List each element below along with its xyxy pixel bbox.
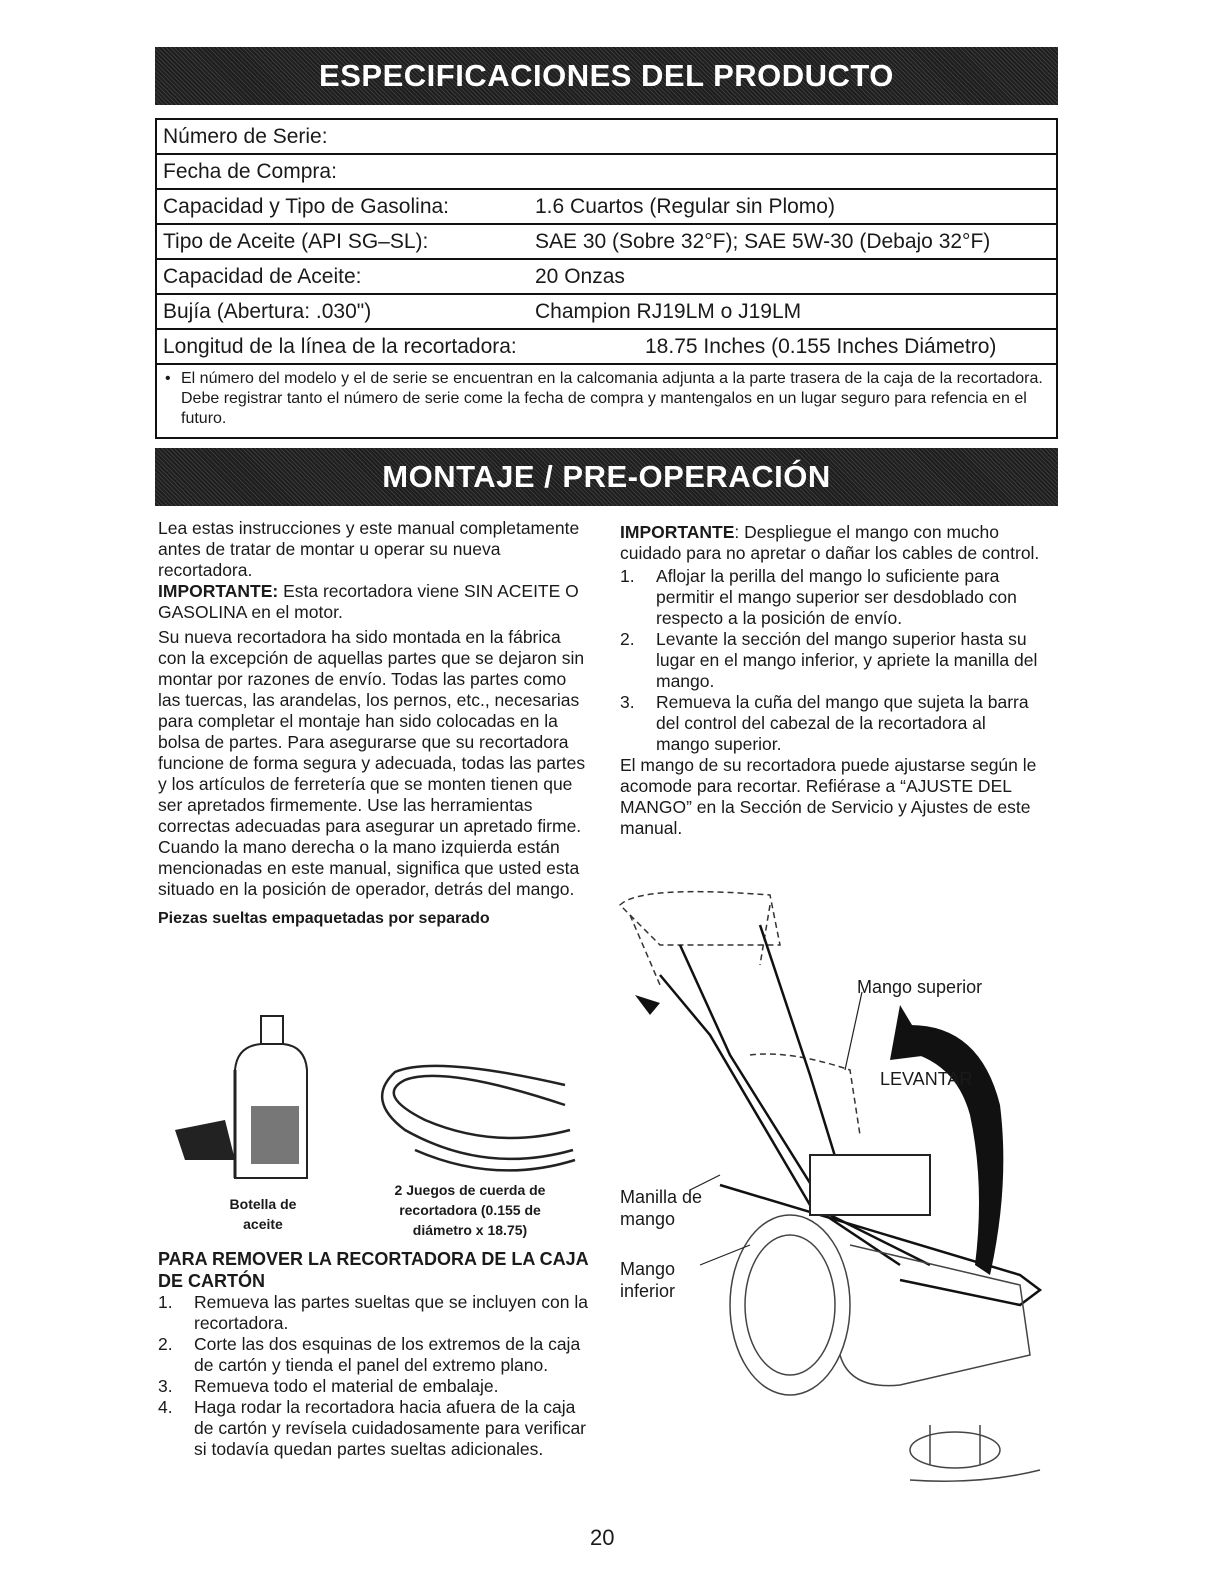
important-label: IMPORTANTE:	[158, 581, 279, 601]
spec-label: Capacidad y Tipo de Gasolina:	[163, 195, 450, 218]
assembly-paragraph: Su nueva recortadora ha sido montada en la fábrica con la excepción de aquellas partes que se dejaron sin montar por razones de envío. Todas las partes como las tuercas, las arandelas, los pernos, etc., necesarias para completar el montaje han sido colocadas en la bolsa de partes. Para asegurarse que su recortadora funcione de forma segura y adecuada, todas las partes y los artículos de ferretería que se monten tienen que ser apretados firmemente. Use las herramientas correctas adecuadas para asegurar un apretado firme.	[158, 627, 586, 836]
lower-handle-label: Mango inferior	[620, 1259, 676, 1301]
spec-label: Tipo de Aceite (API SG–SL):	[163, 230, 429, 253]
important-text: : Despliegue el mango con mucho cuidado para no apretar o dañar los cables de control.	[620, 522, 1040, 563]
spec-value: 18.75 Inches (0.155 Inches Diámetro)	[645, 335, 997, 358]
oil-bottle-icon	[175, 1016, 307, 1178]
list-item: 1. Remueva las partes sueltas que se incluyen con la recortadora.	[158, 1292, 588, 1333]
spec-note-text: El número del modelo y el de serie se encuentran en la calcomania adjunta a la parte trasera de la caja de la recortadora. Debe registrar tanto el número de serie come la fecha de compra y mantengalos en un lugar seguro para refencia en el futuro.	[181, 370, 1043, 427]
specs-title: ESPECIFICACIONES DEL PRODUCTO	[319, 58, 894, 93]
spec-row	[157, 225, 1056, 260]
bullet-icon: •	[165, 370, 171, 387]
spec-label: Bujía (Abertura: .030")	[163, 300, 372, 323]
handle-steps	[620, 566, 1040, 755]
important-label: IMPORTANTE	[620, 522, 735, 542]
list-item: 3. Remueva la cuña del mango que sujeta la barra del control del cabezal de la recortadora al mango superior.	[620, 692, 1029, 754]
bottle-caption: Botella de aceite	[229, 1196, 297, 1232]
spec-row	[157, 330, 1056, 365]
right-important-note	[620, 522, 1040, 564]
assembly-banner	[155, 448, 1058, 506]
spec-row	[157, 155, 1056, 190]
spec-note	[157, 365, 1056, 437]
spec-row	[157, 190, 1056, 225]
spec-row	[157, 260, 1056, 295]
loose-parts-illustration	[165, 1010, 585, 1190]
hand-paragraph: Cuando la mano derecha o la mano izquierda están mencionadas en este manual, significa que usted esta situado en la posición de operador, detrás del mango.	[158, 837, 580, 899]
upper-handle-label: Mango superior	[857, 977, 983, 997]
list-item: 2. Corte las dos esquinas de los extremos de la caja de cartón y tienda el panel del extremo plano.	[158, 1334, 581, 1375]
spec-label: Fecha de Compra:	[163, 160, 337, 183]
intro-paragraph: Lea estas instrucciones y este manual completamente antes de tratar de montar u operar su nueva recortadora.	[158, 518, 580, 580]
handle-adjust-paragraph: El mango de su recortadora puede ajustarse según le acomode para recortar. Refiérase a “AJUSTE DEL MANGO” en la Sección de Servicio y Ajustes de este manual.	[620, 755, 1037, 838]
remove-section	[158, 1248, 590, 1460]
trimmer-line-icon	[382, 1066, 575, 1171]
list-item: 2. Levante la sección del mango superior hasta su lugar en el mango inferior, y apriete la manilla del mango.	[620, 629, 1038, 691]
list-item: 4. Haga rodar la recortadora hacia afuera de la caja de cartón y revísela cuidadosamente para verificar si todavía quedan partes sueltas adicionales.	[158, 1397, 587, 1459]
spec-value: SAE 30 (Sobre 32°F); SAE 5W-30 (Debajo 32°F)	[535, 230, 991, 253]
remove-steps	[158, 1292, 590, 1460]
spec-label: Número de Serie:	[163, 125, 328, 148]
list-item: 1. Aflojar la perilla del mango lo suficiente para permitir el mango superior ser desdoblado con respecto a la posición de envío.	[620, 566, 1017, 628]
spec-value: 20 Onzas	[535, 265, 625, 288]
spec-value: Champion RJ19LM o J19LM	[535, 300, 802, 323]
page-number: 20	[590, 1525, 615, 1550]
specs-banner	[155, 47, 1058, 105]
spec-value: 1.6 Cuartos (Regular sin Plomo)	[535, 195, 835, 218]
spec-row	[157, 120, 1056, 155]
spec-row	[157, 295, 1056, 330]
list-item: 3. Remueva todo el material de embalaje.	[158, 1376, 499, 1396]
right-column	[620, 522, 1040, 839]
important-text: Esta recortadora viene SIN ACEITE O GASOLINA en el motor.	[158, 581, 579, 622]
remove-heading: PARA REMOVER LA RECORTADORA DE LA CAJA DE CARTÓN	[158, 1249, 589, 1291]
lift-label: LEVANTAR	[880, 1069, 973, 1089]
line-caption: 2 Juegos de cuerda de recortadora (0.155 de diámetro x 18.75)	[394, 1182, 546, 1238]
left-column	[158, 518, 590, 929]
assembly-title: MONTAJE / PRE-OPERACIÓN	[382, 459, 831, 494]
loose-parts-heading: Piezas sueltas empaquetadas por separado	[158, 910, 490, 927]
knob-label: Manilla de mango	[620, 1187, 703, 1229]
spec-table	[155, 118, 1058, 439]
spec-label: Capacidad de Aceite:	[163, 265, 362, 288]
spec-label: Longitud de la línea de la recortadora:	[163, 335, 517, 358]
important-note	[158, 581, 590, 623]
